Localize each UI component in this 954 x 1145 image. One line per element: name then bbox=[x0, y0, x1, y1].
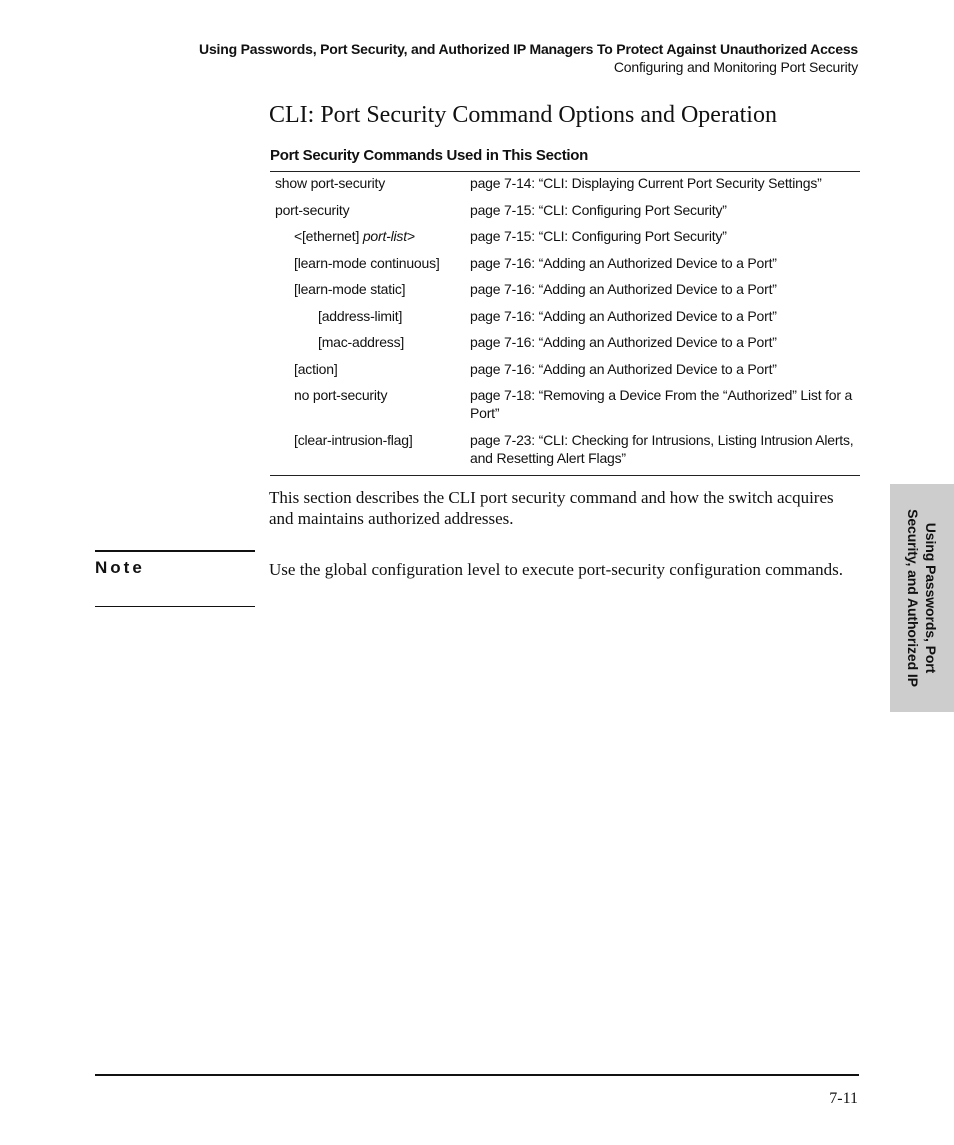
note-label: Note bbox=[95, 558, 145, 577]
table-row bbox=[270, 254, 860, 272]
command-cell bbox=[270, 227, 470, 245]
reference-cell: page 7-16: “Adding an Authorized Device to a Port” bbox=[470, 254, 777, 271]
command-suffix: > bbox=[406, 228, 415, 244]
command-cell: [clear-intrusion-flag] bbox=[294, 431, 413, 448]
reference-cell: page 7-14: “CLI: Displaying Current Port Security Settings” bbox=[470, 175, 822, 191]
section-title: CLI: Port Security Command Options and Operation bbox=[269, 102, 777, 128]
commands-table bbox=[270, 171, 860, 476]
note-text: Use the global configuration level to execute port-security configuration commands. bbox=[269, 560, 844, 579]
command-italic: port-list bbox=[362, 228, 407, 244]
body-paragraph: This section describes the CLI port security command and how the switch acquires and maintains authorized addresses. bbox=[269, 488, 834, 528]
reference-cell: page 7-23: “CLI: Checking for Intrusions, Listing Intrusion Alerts, and Resetting Alert Flags” bbox=[470, 431, 854, 466]
table-row bbox=[270, 227, 860, 245]
command-cell: no port-security bbox=[294, 387, 388, 403]
table-row bbox=[270, 174, 860, 192]
chapter-side-tab bbox=[890, 484, 954, 712]
note-rule-bottom bbox=[95, 606, 255, 607]
table-row bbox=[270, 431, 860, 467]
reference-cell: page 7-16: “Adding an Authorized Device to a Port” bbox=[470, 334, 777, 350]
reference-cell: page 7-18: “Removing a Device From the “Authorized” List for a Port” bbox=[470, 387, 853, 421]
page-number: 7-11 bbox=[829, 1090, 858, 1107]
side-tab-label: Using Passwords, Port Security, and Authorized IP bbox=[905, 509, 939, 687]
command-cell: [address-limit] bbox=[318, 307, 403, 324]
note-rule-top bbox=[95, 550, 255, 552]
command-cell: [learn-mode static] bbox=[294, 281, 406, 297]
running-header-chapter: Using Passwords, Port Security, and Authorized IP Managers To Protect Against Unauthorized Access bbox=[199, 41, 858, 57]
reference-cell: page 7-16: “Adding an Authorized Device to a Port” bbox=[470, 281, 777, 297]
table-row bbox=[270, 201, 860, 219]
reference-cell: page 7-15: “CLI: Configuring Port Security” bbox=[470, 201, 727, 218]
table-row bbox=[270, 360, 860, 378]
table-row bbox=[270, 280, 860, 298]
table-caption: Port Security Commands Used in This Section bbox=[270, 147, 589, 164]
reference-cell: page 7-15: “CLI: Configuring Port Security” bbox=[470, 228, 727, 244]
reference-cell: page 7-16: “Adding an Authorized Device to a Port” bbox=[470, 360, 777, 377]
reference-cell: page 7-16: “Adding an Authorized Device to a Port” bbox=[470, 307, 777, 324]
command-cell: port-security bbox=[275, 201, 350, 218]
command-cell: show port-security bbox=[275, 175, 385, 191]
table-row bbox=[270, 386, 860, 422]
footer-rule bbox=[95, 1074, 859, 1076]
command-prefix: <[ethernet] bbox=[294, 228, 363, 244]
running-header-section: Configuring and Monitoring Port Security bbox=[613, 59, 858, 75]
command-cell: [learn-mode continuous] bbox=[294, 254, 440, 271]
command-cell: [mac-address] bbox=[318, 334, 405, 350]
command-cell: [action] bbox=[294, 360, 338, 377]
table-row bbox=[270, 307, 860, 325]
table-row bbox=[270, 333, 860, 351]
